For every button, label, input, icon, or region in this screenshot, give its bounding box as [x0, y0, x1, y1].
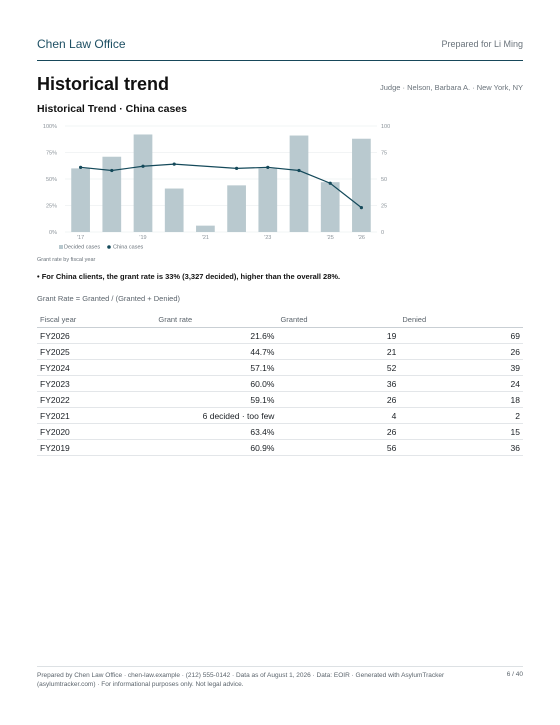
table-row	[37, 328, 523, 344]
table-row	[37, 376, 523, 392]
cell-grant-rate: 60.9%	[155, 440, 277, 456]
col-header-denied: Denied	[399, 312, 523, 328]
bar	[196, 226, 215, 232]
chart-caption: Grant rate by fiscal year	[37, 257, 96, 263]
y-tick-label-right: 100	[381, 124, 391, 130]
line-point	[266, 166, 269, 169]
cell-granted: 21	[277, 344, 399, 360]
legend-label-line: China cases	[113, 244, 144, 251]
report-page	[37, 0, 523, 725]
prepared-for: Prepared for Li Ming	[441, 39, 523, 49]
cell-granted: 26	[277, 424, 399, 440]
fiscal-year-table	[37, 312, 523, 456]
table-row	[37, 344, 523, 360]
cell-fiscal-year: FY2025	[37, 344, 155, 360]
trend-chart	[37, 119, 391, 255]
cell-fiscal-year: FY2021	[37, 408, 155, 424]
cell-granted: 19	[277, 328, 399, 344]
chart-title: Historical Trend · China cases	[37, 103, 187, 115]
judge-meta: Judge · Nelson, Barbara A. · New York, NY	[380, 83, 523, 92]
cell-granted: 52	[277, 360, 399, 376]
line-point	[110, 169, 113, 172]
x-tick-label: '19	[139, 235, 147, 241]
cell-fiscal-year: FY2022	[37, 392, 155, 408]
table-row	[37, 408, 523, 424]
cell-denied: 15	[399, 424, 523, 440]
table-row	[37, 440, 523, 456]
footer-divider	[37, 666, 523, 667]
y-tick-label-left: 0%	[49, 230, 57, 236]
x-tick-label: '25	[326, 235, 334, 241]
cell-fiscal-year: FY2023	[37, 376, 155, 392]
bar	[165, 189, 184, 232]
bar	[290, 136, 309, 232]
bar	[71, 168, 90, 232]
bar	[227, 185, 246, 232]
summary-bullet: • For China clients, the grant rate is 33% (3,327 decided), higher than the overall 28%.	[37, 272, 341, 281]
table-header-row	[37, 312, 523, 328]
cell-grant-rate: 6 decided · too few	[155, 408, 277, 424]
cell-grant-rate: 21.6%	[155, 328, 277, 344]
cell-grant-rate: 44.7%	[155, 344, 277, 360]
col-header-granted: Granted	[277, 312, 399, 328]
cell-denied: 18	[399, 392, 523, 408]
legend-swatch-line	[107, 245, 111, 249]
x-tick-label: '23	[264, 235, 272, 241]
cell-granted: 4	[277, 408, 399, 424]
grant-rate-formula: Grant Rate = Granted / (Granted + Denied)	[37, 294, 180, 303]
bar	[258, 168, 277, 232]
col-header-fiscal-year: Fiscal year	[37, 312, 155, 328]
y-tick-label-right: 0	[381, 230, 385, 236]
cell-grant-rate: 60.0%	[155, 376, 277, 392]
line-point	[235, 167, 238, 170]
cell-denied: 39	[399, 360, 523, 376]
cell-granted: 26	[277, 392, 399, 408]
y-tick-label-right: 25	[381, 203, 388, 210]
footer-text: Prepared by Chen Law Office · chen-law.example · (212) 555-0142 · Data as of August 1, 2026 · Data: EOIR · Generated with AsylumTracker (asylumtracker.com) · For informational purposes only. Not legal advice.	[37, 672, 445, 688]
cell-granted: 36	[277, 376, 399, 392]
table-row	[37, 360, 523, 376]
x-tick-label: '17	[77, 235, 85, 241]
y-tick-label-left: 50%	[45, 177, 57, 183]
cell-denied: 2	[399, 408, 523, 424]
x-tick-label: '26	[357, 235, 365, 241]
cell-grant-rate: 57.1%	[155, 360, 277, 376]
cell-grant-rate: 63.4%	[155, 424, 277, 440]
series-line	[81, 164, 362, 207]
y-tick-label-left: 100%	[42, 124, 57, 130]
cell-granted: 56	[277, 440, 399, 456]
cell-denied: 69	[399, 328, 523, 344]
line-point	[79, 166, 82, 169]
line-point	[141, 165, 144, 168]
bar	[321, 182, 340, 232]
bar	[352, 139, 371, 232]
cell-grant-rate: 59.1%	[155, 392, 277, 408]
table-row	[37, 392, 523, 408]
cell-denied: 26	[399, 344, 523, 360]
cell-fiscal-year: FY2026	[37, 328, 155, 344]
bar	[102, 157, 121, 232]
cell-denied: 24	[399, 376, 523, 392]
bar	[134, 134, 153, 232]
y-tick-label-right: 50	[381, 177, 388, 183]
cell-fiscal-year: FY2020	[37, 424, 155, 440]
page-number: 6 / 40	[506, 671, 523, 678]
y-tick-label-left: 75%	[45, 150, 57, 157]
brand-name: Chen Law Office	[37, 37, 126, 51]
y-tick-label-right: 75	[381, 150, 388, 157]
line-point	[173, 163, 176, 166]
y-tick-label-left: 25%	[45, 203, 57, 210]
table-row	[37, 424, 523, 440]
cell-fiscal-year: FY2019	[37, 440, 155, 456]
legend-label-bars: Decided cases	[64, 244, 101, 251]
page-title: Historical trend	[37, 74, 170, 94]
line-point	[297, 169, 300, 172]
line-point	[329, 182, 332, 185]
line-point	[360, 206, 363, 209]
legend-swatch-bars	[59, 245, 63, 249]
cell-denied: 36	[399, 440, 523, 456]
page-header	[37, 36, 523, 61]
cell-fiscal-year: FY2024	[37, 360, 155, 376]
col-header-grant-rate: Grant rate	[155, 312, 277, 328]
x-tick-label: '21	[201, 235, 209, 241]
